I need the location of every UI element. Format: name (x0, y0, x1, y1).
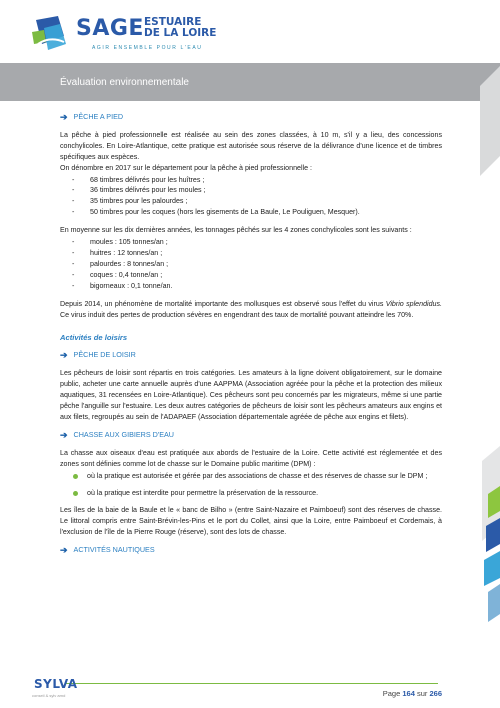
footer-logo-subtitle: conseil & sylv arnd (32, 693, 66, 698)
footer-logo: SYLVA (34, 677, 78, 691)
arrow-right-icon: ➔ (60, 112, 68, 122)
subheading-label: PÊCHE DE LOISIR (73, 350, 136, 360)
paragraph: Les îles de la baie de la Baule et le « banc de Bilho » (entre Saint-Nazaire et Paimboeuf) sont des réserves de chasse. Le littoral compris entre Saint-Brévin-les-Pins et le port du Collet, ainsi que la Loire, entre Paimboeuf et Cordemais, à l'exclusion de l'île de la Pierre Rouge (réserve), sont des lots de chasse. (60, 506, 442, 537)
subheading-peche-loisir (60, 350, 442, 361)
arrow-right-icon: ➔ (60, 350, 68, 361)
subheading-label: PÊCHE A PIED (73, 112, 124, 121)
text-span: Depuis 2014, un phénomène de mortalité importante des mollusques est observé sous l'effet du virus (60, 299, 386, 308)
list-item: - palourdes : 8 tonnes/an ; (72, 259, 442, 270)
page-total: 266 (429, 689, 442, 698)
list-item: - 50 timbres pour les coques (hors les gisements de La Baule, Le Pouliguen, Mesquer). (72, 207, 442, 218)
paragraph: On dénombre en 2017 sur le département pour la pêche à pied professionnelle : (60, 163, 312, 172)
list-item: - 35 timbres pour les palourdes ; (72, 196, 442, 207)
page-title: Évaluation environnementale (60, 77, 189, 88)
logo-tagline: AGIR ENSEMBLE POUR L'EAU (92, 45, 203, 51)
subheading-nautiques (60, 545, 442, 556)
logo-line-1: ESTUAIRE (144, 16, 202, 28)
page-number (383, 689, 442, 698)
subheading-label: ACTIVITÉS NAUTIQUES (73, 545, 155, 554)
list-item: où la pratique est interdite pour permettre la préservation de la ressource. (72, 488, 442, 499)
list-item: - huitres : 12 tonnes/an ; (72, 248, 442, 259)
sage-logo-icon (30, 14, 70, 54)
logo-estuaire-text (144, 17, 216, 39)
list-item: - bigorneaux : 0,1 tonne/an. (72, 281, 442, 292)
timbres-list (60, 175, 442, 219)
paragraph: En moyenne sur les dix dernières années, les tonnages pêchés sur les 4 zones conchylicoles sont les suivants : (60, 226, 412, 235)
paragraph: La chasse aux oiseaux d'eau est pratiquée aux abords de l'estuaire de la Loire. Cette activité est réglementée et des zones sont définies comme lot de chasse sur le Domaine public maritime (DPM) : (60, 448, 442, 468)
subheading-label: CHASSE AUX GIBIERS D'EAU (73, 429, 174, 439)
list-item: où la pratique est autorisée et gérée par des associations de chasse et des réserves de chasse sur le DPM ; (72, 471, 442, 482)
arrow-right-icon: ➔ (60, 429, 68, 440)
subheading-peche-pied (60, 112, 442, 123)
subheading-chasse (60, 430, 442, 441)
logo-line-2: DE LA LOIRE (144, 27, 217, 39)
page-current: 164 (402, 689, 415, 698)
section-title-loisirs: Activités de loisirs (60, 333, 128, 343)
tonnages-list (60, 237, 442, 292)
footer-divider (66, 683, 438, 684)
decorative-stripes (474, 66, 500, 666)
paragraph-mortalite (60, 299, 442, 321)
paragraph: La pêche à pied professionnelle est réalisée au sein des zones classées, à 10 m, s'il y a lieu, des concessions conchylicoles. En Loire-Atlantique, cette pratique est autorisée sous réserve de la délivrance d'une licence et de timbres spécifiques aux espèces. (60, 130, 442, 161)
text-span: Ce virus induit des pertes de production sévères en engendrant des taux de mortalité pouvant atteindre les 70%. (60, 310, 414, 319)
paragraph: Les pêcheurs de loisir sont répartis en trois catégories. Les amateurs à la ligne doivent obligatoirement, sur le domaine public, acheter une carte annuelle auprès d'une AAPPMA (Association agréée pour la pêche et la protection des milieux aquatiques, 31 recensées en Loire-Atlantique). Ces pêcheurs sont peu concernés par les migrateurs, même si une partie pêche l'anguille sur l'estuaire. Les deux autres catégories de pêcheurs de loisir sont les pêcheurs amateurs aux engins et aux filets, regroupés au sein de l'ADAPAEF (Association départementale agréée de pêche aux engins et filets). (60, 369, 442, 421)
sage-logo (26, 12, 226, 58)
list-item: - moules : 105 tonnes/an ; (72, 237, 442, 248)
species-name: Vibrio splendidus. (385, 299, 442, 308)
list-item: - 68 timbres délivrés pour les huîtres ; (72, 175, 442, 186)
page-separator: sur (416, 689, 428, 698)
chasse-list (60, 471, 442, 499)
logo-sage-text: SAGE (76, 16, 144, 41)
page-label: Page (382, 689, 401, 698)
list-item: - coques : 0,4 tonne/an ; (72, 270, 442, 281)
list-item: - 36 timbres délivrés pour les moules ; (72, 185, 442, 196)
arrow-right-icon: ➔ (60, 545, 68, 555)
main-content (60, 112, 442, 563)
